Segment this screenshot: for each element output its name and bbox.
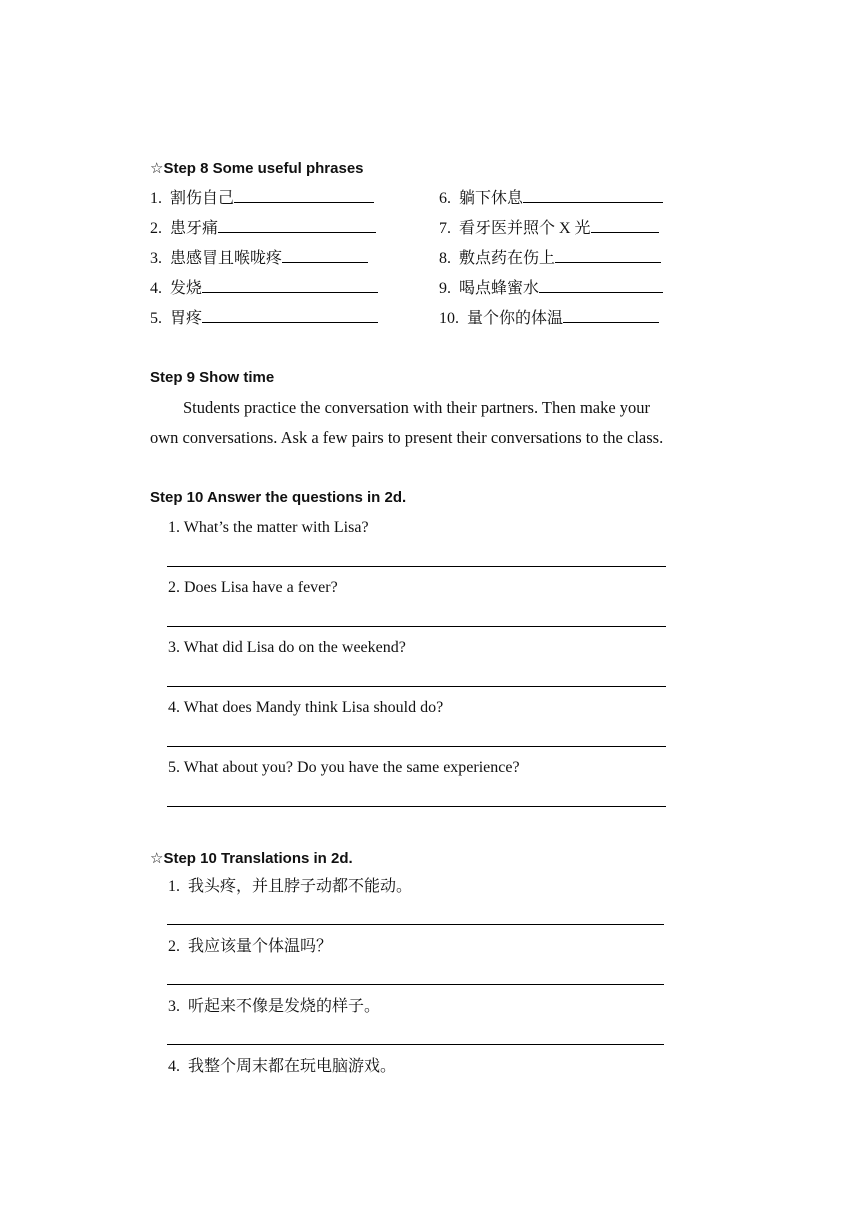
phrase-number: 1. xyxy=(150,190,162,207)
translation-number: 4. xyxy=(168,1058,180,1075)
question-text: 1. What’s the matter with Lisa? xyxy=(168,519,369,536)
question-text: 5. What about you? Do you have the same experience? xyxy=(168,759,520,776)
answer-blank[interactable] xyxy=(523,188,663,203)
instruction-line: own conversations. Ask a few pairs to present their conversations to the class. xyxy=(150,428,664,447)
step10-translations-heading: ☆Step 10 Translations in 2d. xyxy=(150,850,353,867)
phrase-number: 8. xyxy=(439,250,451,267)
answer-blank[interactable] xyxy=(555,248,661,263)
question-text: 2. Does Lisa have a fever? xyxy=(168,579,338,596)
answer-blank[interactable] xyxy=(539,278,663,293)
instruction-line: Students practice the conversation with their partners. Then make your xyxy=(183,398,651,417)
phrase-text: 发烧 xyxy=(170,280,203,297)
translation-text: 听起来不像是发烧的样子。 xyxy=(188,998,381,1015)
phrase-text: 患牙痛 xyxy=(170,220,219,237)
answer-line[interactable] xyxy=(167,686,666,687)
phrase-number: 10. xyxy=(439,310,459,327)
phrase-text: 胃疼 xyxy=(170,310,203,327)
phrase-text: 看牙医并照个 X 光 xyxy=(459,220,591,237)
phrase-number: 7. xyxy=(439,220,451,237)
answer-blank[interactable] xyxy=(202,278,378,293)
translation-number: 3. xyxy=(168,998,180,1015)
phrase-item xyxy=(150,218,376,239)
phrase-number: 3. xyxy=(150,250,162,267)
phrase-item xyxy=(439,248,661,269)
phrase-number: 4. xyxy=(150,280,162,297)
phrase-item xyxy=(439,308,659,329)
phrase-text: 躺下休息 xyxy=(459,190,524,207)
phrase-item xyxy=(150,308,378,329)
translation-number: 2. xyxy=(168,938,180,955)
answer-line[interactable] xyxy=(167,924,664,925)
translation-item xyxy=(168,937,332,957)
phrase-number: 9. xyxy=(439,280,451,297)
phrase-item xyxy=(439,218,659,239)
answer-line[interactable] xyxy=(167,1044,664,1045)
answer-blank[interactable] xyxy=(234,188,374,203)
phrase-item xyxy=(150,278,378,299)
translation-item xyxy=(168,877,412,897)
phrase-number: 6. xyxy=(439,190,451,207)
phrase-text: 敷点药在伤上 xyxy=(459,250,556,267)
phrase-number: 2. xyxy=(150,220,162,237)
answer-line[interactable] xyxy=(167,984,664,985)
answer-blank[interactable] xyxy=(563,308,659,323)
translation-text: 我整个周末都在玩电脑游戏。 xyxy=(188,1058,397,1075)
phrase-item xyxy=(439,278,663,299)
answer-line[interactable] xyxy=(167,806,666,807)
answer-line[interactable] xyxy=(167,566,666,567)
answer-line[interactable] xyxy=(167,626,666,627)
step9-heading: Step 9 Show time xyxy=(150,369,275,386)
phrase-text: 量个你的体温 xyxy=(467,310,564,327)
translation-item xyxy=(168,997,380,1017)
phrase-item xyxy=(439,188,663,209)
phrase-item xyxy=(150,188,374,209)
translation-number: 1. xyxy=(168,878,180,895)
step10-answer-heading: Step 10 Answer the questions in 2d. xyxy=(150,489,407,506)
translation-text: 我头疼，并且脖子动都不能动。 xyxy=(188,878,413,895)
phrase-item xyxy=(150,248,368,269)
phrase-text: 患感冒且喉咙疼 xyxy=(170,250,283,267)
phrase-text: 割伤自己 xyxy=(170,190,235,207)
phrase-text: 喝点蜂蜜水 xyxy=(459,280,540,297)
answer-blank[interactable] xyxy=(591,218,659,233)
step8-heading: ☆Step 8 Some useful phrases xyxy=(150,160,364,177)
question-text: 3. What did Lisa do on the weekend? xyxy=(168,639,406,656)
translation-item xyxy=(168,1057,396,1077)
answer-blank[interactable] xyxy=(218,218,376,233)
translation-text: 我应该量个体温吗？ xyxy=(188,938,333,955)
phrase-number: 5. xyxy=(150,310,162,327)
answer-line[interactable] xyxy=(167,746,666,747)
answer-blank[interactable] xyxy=(282,248,368,263)
question-text: 4. What does Mandy think Lisa should do? xyxy=(168,699,444,716)
answer-blank[interactable] xyxy=(202,308,378,323)
